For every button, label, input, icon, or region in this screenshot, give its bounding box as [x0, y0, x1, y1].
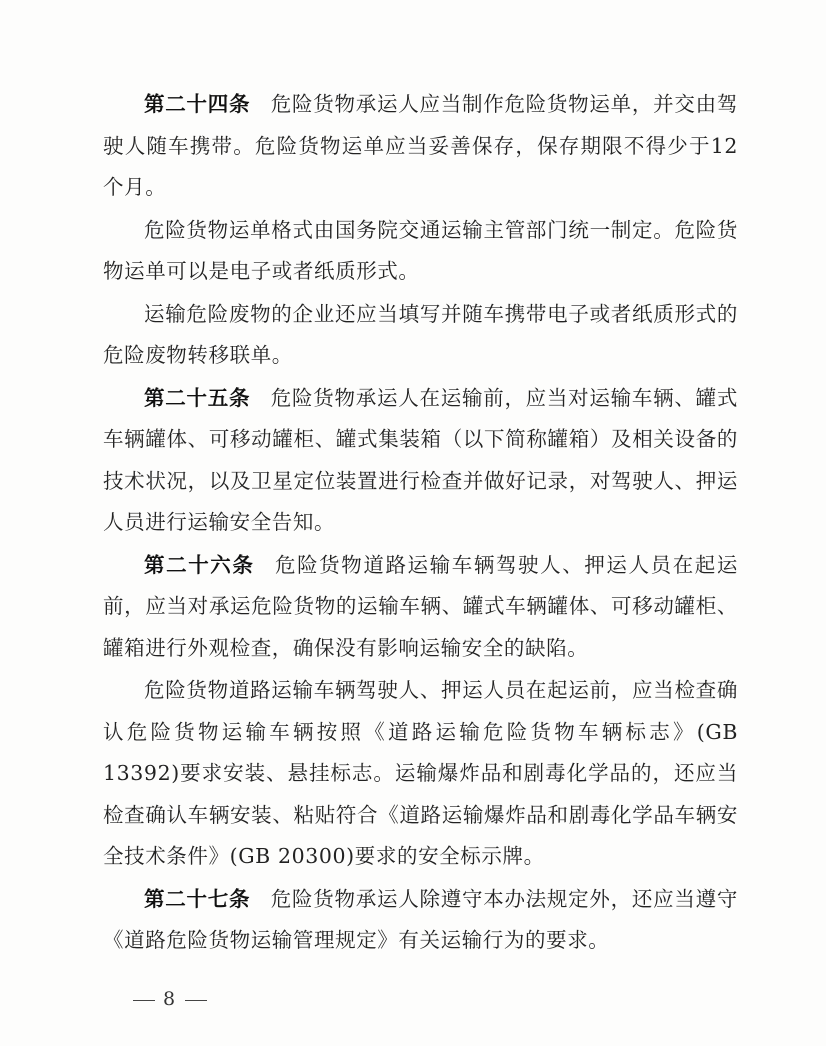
- article-26-paragraph-1: [103, 545, 738, 670]
- article-24-number: 第二十四条: [144, 92, 251, 116]
- article-24-paragraph-3: [103, 294, 738, 377]
- article-27-text-1: 危险货物承运人除遵守本办法规定外，还应当遵守《道路危险货物运输管理规定》有关运输行为的要求。: [103, 886, 738, 952]
- article-26-paragraph-2: [103, 670, 738, 878]
- article-27-paragraph-1: [103, 879, 738, 962]
- article-24-text-2: 危险货物运单格式由国务院交通运输主管部门统一制定。危险货物运单可以是电子或者纸质形式。: [103, 217, 738, 283]
- article-26-number: 第二十六条: [144, 552, 255, 577]
- article-24-paragraph-1: [103, 84, 738, 209]
- document-body: [103, 84, 738, 963]
- page-number: 8: [163, 988, 178, 1010]
- article-25-text-1: 危险货物承运人在运输前，应当对运输车辆、罐式车辆罐体、可移动罐柜、罐式集装箱（以下简称罐箱）及相关设备的技术状况，以及卫星定位装置进行检查并做好记录，对驾驶人、押运人员进行运输安全告知。: [103, 385, 738, 534]
- article-24-paragraph-2: [103, 210, 738, 293]
- article-25-paragraph-1: [103, 378, 738, 544]
- footer-dash-left: [133, 1000, 155, 1001]
- article-27-number: 第二十七条: [144, 886, 251, 911]
- footer-dash-right: [185, 1000, 207, 1001]
- article-24-text-1: 危险货物承运人应当制作危险货物运单，并交由驾驶人随车携带。危险货物运单应当妥善保存，保存期限不得少于12个月。: [103, 92, 738, 199]
- article-25-number: 第二十五条: [144, 385, 251, 410]
- page-footer: [125, 988, 215, 1010]
- article-26-text-2: 危险货物道路运输车辆驾驶人、押运人员在起运前，应当检查确认危险货物运输车辆按照《道路运输危险货物车辆标志》(GB 13392)要求安装、悬挂标志。运输爆炸品和剧毒化学品的，还应当检查确认车辆安装、粘贴符合《道路运输爆炸品和剧毒化学品车辆安全技术条件》(GB 20300)要求的安全标示牌。: [103, 678, 738, 868]
- article-26-text-1: 危险货物道路运输车辆驾驶人、押运人员在起运前，应当对承运危险货物的运输车辆、罐式车辆罐体、可移动罐柜、罐箱进行外观检查，确保没有影响运输安全的缺陷。: [103, 552, 738, 660]
- article-24-text-3: 运输危险废物的企业还应当填写并随车携带电子或者纸质形式的危险废物转移联单。: [103, 301, 738, 367]
